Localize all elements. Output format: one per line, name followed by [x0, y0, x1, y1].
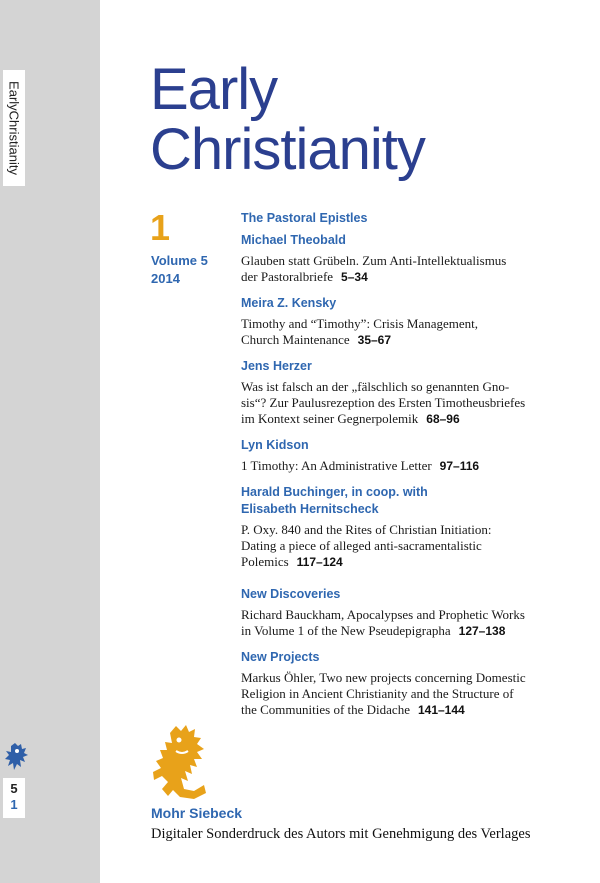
toc-section-pastoral-epistles — [241, 210, 591, 570]
journal-title-line1: Early — [150, 57, 278, 122]
entry-title-line: Markus Öhler, Two new projects concerning Domestic — [241, 670, 526, 685]
toc-section-new-projects — [241, 649, 591, 718]
spine — [0, 0, 100, 883]
issue-number: 1 — [150, 207, 171, 248]
entry-author: Jens Herzer — [241, 359, 312, 373]
entry-title — [241, 253, 591, 285]
entry-title-line: the Communities of the Didache — [241, 702, 410, 717]
journal-title — [150, 57, 425, 182]
footer-note: Digitaler Sonderdruck des Autors mit Genehmigung des Verlages — [151, 826, 531, 842]
entry-title-line: 1 Timothy: An Administrative Letter — [241, 458, 432, 473]
spine-lion-logo-icon — [4, 742, 30, 772]
entry-pages: 141–144 — [417, 703, 465, 717]
toc-entry[interactable] — [241, 295, 591, 348]
entry-title-line: Religion in Ancient Christianity and the Structure of — [241, 686, 514, 701]
entry-title-line: Was ist falsch an der „fälschlich so genannten Gno- — [241, 379, 510, 394]
toc-entry[interactable] — [241, 232, 591, 285]
entry-title-line: der Pastoralbriefe — [241, 269, 334, 284]
entry-title-line: Church Maintenance — [241, 332, 350, 347]
entry-title-line: sis“? Zur Paulusrezeption des Ersten Timotheusbriefes — [241, 395, 526, 410]
entry-title-line: Richard Bauckham, Apocalypses and Prophetic Works — [241, 607, 525, 622]
toc-section-new-discoveries — [241, 586, 591, 639]
entry-title — [241, 316, 591, 348]
entry-title — [241, 379, 591, 427]
entry-title-line: Glauben statt Grübeln. Zum Anti-Intellektualismus — [241, 253, 507, 268]
entry-title-line: im Kontext seiner Gegnerpolemik — [241, 411, 419, 426]
entry-title — [241, 458, 591, 474]
issue-meta — [151, 252, 208, 288]
toc-entry[interactable] — [241, 670, 591, 718]
entry-title — [241, 670, 591, 718]
toc-entry[interactable] — [241, 437, 591, 474]
issue-volume: Volume 5 — [151, 253, 208, 268]
section-heading: New Discoveries — [241, 587, 341, 601]
entry-pages: 127–138 — [458, 624, 506, 638]
entry-pages: 117–124 — [296, 555, 343, 569]
entry-pages: 5–34 — [341, 270, 368, 284]
spine-title: EarlyChristianity — [6, 81, 22, 175]
entry-author — [241, 484, 591, 518]
entry-author-line: Harald Buchinger, in coop. with — [241, 485, 428, 499]
spine-issue-badge — [3, 778, 25, 818]
spine-volume: 5 — [10, 781, 18, 796]
entry-title — [241, 607, 591, 639]
entry-pages: 68–96 — [426, 412, 460, 426]
section-heading: The Pastoral Epistles — [241, 211, 368, 225]
entry-author-line: Elisabeth Hernitscheck — [241, 502, 379, 516]
entry-pages: 97–116 — [439, 459, 480, 473]
entry-title-line: in Volume 1 of the New Pseudepigrapha — [241, 623, 451, 638]
entry-author: Lyn Kidson — [241, 438, 309, 452]
entry-title — [241, 522, 591, 570]
entry-author: Michael Theobald — [241, 233, 346, 247]
publisher-lion-logo-icon — [148, 723, 214, 801]
entry-title-line: P. Oxy. 840 and the Rites of Christian Initiation: — [241, 522, 492, 537]
toc-entry[interactable] — [241, 607, 591, 639]
table-of-contents — [241, 210, 591, 728]
entry-pages: 35–67 — [357, 333, 392, 347]
spine-title-label — [3, 70, 25, 186]
section-heading: New Projects — [241, 650, 320, 664]
issue-year: 2014 — [151, 271, 180, 286]
entry-author: Meira Z. Kensky — [241, 296, 337, 310]
toc-entry[interactable] — [241, 358, 591, 427]
toc-entry[interactable] — [241, 484, 591, 570]
entry-title-line: Timothy and “Timothy”: Crisis Management, — [241, 316, 479, 331]
entry-title-line: Polemics — [241, 554, 289, 569]
spine-number: 1 — [10, 797, 18, 812]
publisher-name: Mohr Siebeck — [151, 805, 243, 821]
journal-title-line2: Christianity — [150, 117, 425, 182]
entry-title-line: Dating a piece of alleged anti-sacramentalistic — [241, 538, 482, 553]
